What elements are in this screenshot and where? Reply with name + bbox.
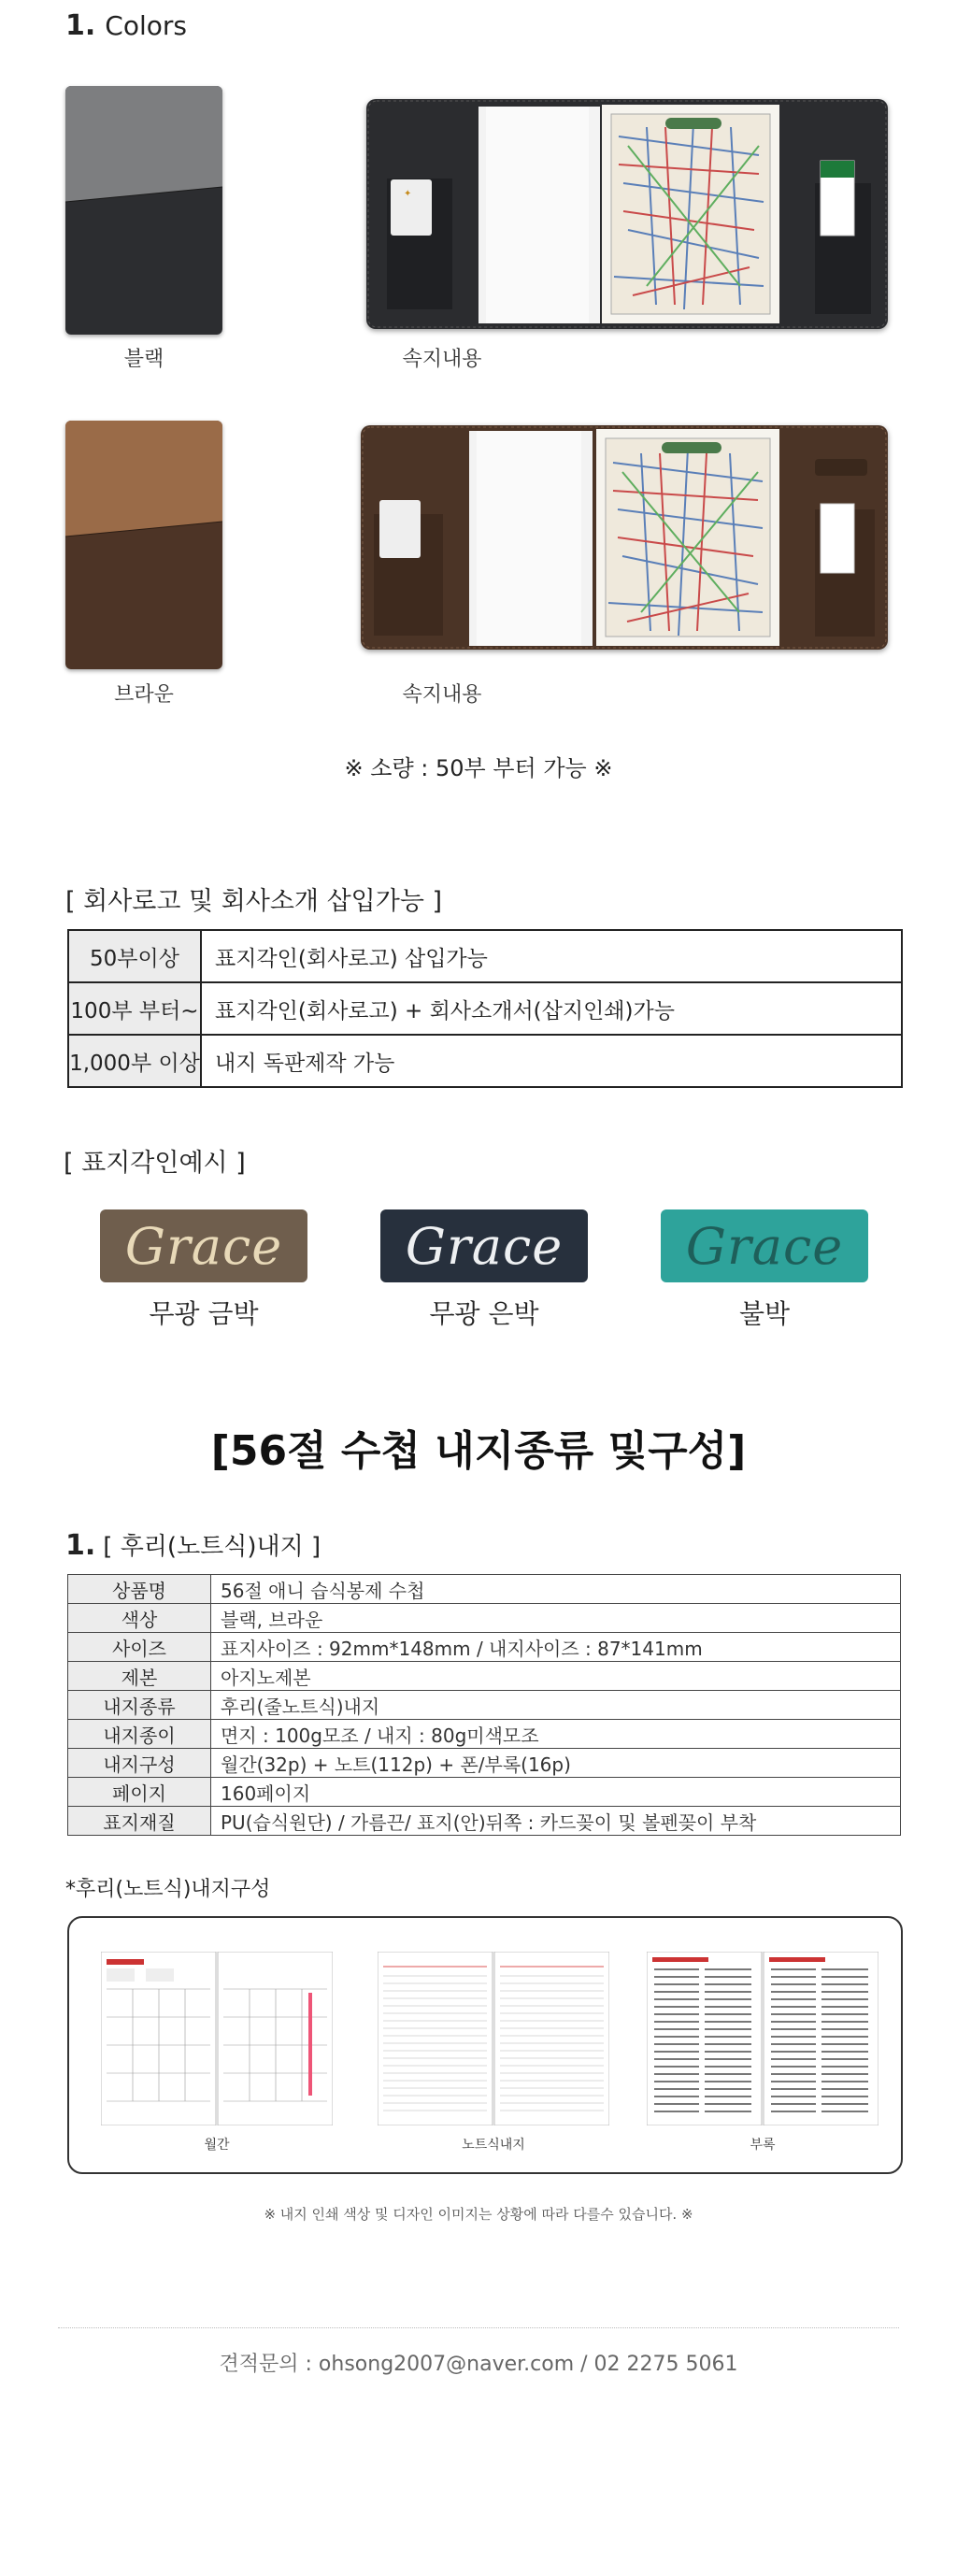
- spec-number: 1.: [65, 1529, 96, 1562]
- blind-emboss-word: Grace: [685, 1216, 844, 1276]
- logo-row-key: 50부이상: [68, 930, 201, 982]
- spec-value: 아지노제본: [211, 1662, 901, 1691]
- black-inner-label: 속지내용: [402, 348, 482, 371]
- monthly-label: 월간: [204, 2138, 230, 2153]
- table-row: [68, 1720, 901, 1749]
- spec-key: 내지구성: [68, 1749, 211, 1778]
- spec-value: 면지 : 100g모조 / 내지 : 80g미색모조: [211, 1720, 901, 1749]
- spec-key: 표지재질: [68, 1807, 211, 1836]
- colors-title: Colors: [105, 10, 187, 41]
- gold-foil-word: Grace: [124, 1216, 283, 1276]
- spec-title: [ 후리(노트식)내지 ]: [103, 1533, 321, 1561]
- spec-key: 상품명: [68, 1575, 211, 1604]
- spec-value: 후리(줄노트식)내지: [211, 1691, 901, 1720]
- table-row: [68, 1662, 901, 1691]
- note-pages-image: [378, 1952, 609, 2125]
- table-row: [68, 1035, 902, 1087]
- gold-foil-label: 무광 금박: [149, 1298, 259, 1329]
- spec-key: 사이즈: [68, 1633, 211, 1662]
- logo-row-key: 100부 부터~: [68, 982, 201, 1035]
- composition-panel: [67, 1916, 903, 2174]
- spec-key: 제본: [68, 1662, 211, 1691]
- spec-key: 내지종이: [68, 1720, 211, 1749]
- brown-label: 브라운: [114, 683, 174, 707]
- blind-emboss-sample: [661, 1209, 868, 1282]
- table-row: [68, 930, 902, 982]
- table-row: [68, 1575, 901, 1604]
- spec-value: 56절 애니 습식봉제 수첩: [211, 1575, 901, 1604]
- table-row: [68, 1691, 901, 1720]
- gold-foil-sample: [100, 1209, 307, 1282]
- brown-open-cover-image: [361, 425, 888, 650]
- logo-row-key: 1,000부 이상: [68, 1035, 201, 1087]
- contact-info: 견적문의 : ohsong2007@naver.com / 02 2275 5061: [219, 2353, 738, 2376]
- main-title: [56절 수첩 내지종류 및구성]: [210, 1427, 747, 1475]
- brown-cover-image: [65, 421, 222, 669]
- colors-heading: [65, 9, 187, 42]
- colors-number: 1.: [65, 9, 96, 42]
- footnote: ※ 내지 인쇄 색상 및 디자인 이미지는 상황에 따라 다를수 있습니다. ※: [264, 2206, 693, 2223]
- silver-foil-sample: [380, 1209, 588, 1282]
- silver-foil-word: Grace: [405, 1216, 564, 1276]
- appendix-pages-image: [647, 1952, 878, 2125]
- logo-row-value: 표지각인(회사로고) 삽입가능: [201, 930, 902, 982]
- logo-section-title: [ 회사로고 및 회사소개 삽입가능 ]: [65, 887, 443, 916]
- engraving-section-title: [ 표지각인예시 ]: [64, 1149, 246, 1178]
- spec-value: 160페이지: [211, 1778, 901, 1807]
- brown-inner-label: 속지내용: [402, 683, 482, 707]
- blind-emboss-label: 불박: [738, 1298, 791, 1329]
- table-row: [68, 1604, 901, 1633]
- svg-text:✦: ✦: [404, 189, 412, 199]
- table-row: [68, 1633, 901, 1662]
- silver-foil-label: 무광 은박: [429, 1298, 539, 1329]
- monthly-pages-image: [101, 1952, 333, 2125]
- spec-key: 페이지: [68, 1778, 211, 1807]
- black-cover-image: [65, 86, 222, 335]
- spec-heading: [65, 1527, 321, 1562]
- spec-value: 표지사이즈 : 92mm*148mm / 내지사이즈 : 87*141mm: [211, 1633, 901, 1662]
- appendix-label: 부록: [750, 2138, 776, 2153]
- black-label: 블랙: [123, 348, 164, 371]
- composition-title: *후리(노트식)내지구성: [65, 1878, 271, 1901]
- spec-table: [67, 1574, 901, 1836]
- table-row: [68, 1749, 901, 1778]
- black-open-cover-image: [366, 99, 888, 329]
- table-row: [68, 982, 902, 1035]
- note-pages-label: 노트식내지: [462, 2138, 525, 2153]
- quantity-note: ※ 소량 : 50부 부터 가능 ※: [344, 755, 613, 781]
- spec-key: 내지종류: [68, 1691, 211, 1720]
- logo-options-table: [67, 929, 903, 1088]
- spec-value: 블랙, 브라운: [211, 1604, 901, 1633]
- logo-row-value: 내지 독판제작 가능: [201, 1035, 902, 1087]
- spec-value: 월간(32p) + 노트(112p) + 폰/부록(16p): [211, 1749, 901, 1778]
- logo-row-value: 표지각인(회사로고) + 회사소개서(삽지인쇄)가능: [201, 982, 902, 1035]
- table-row: [68, 1807, 901, 1836]
- table-row: [68, 1778, 901, 1807]
- spec-key: 색상: [68, 1604, 211, 1633]
- spec-value: PU(습식원단) / 가름끈/ 표지(안)뒤쪽 : 카드꽂이 및 볼펜꽂이 부착: [211, 1807, 901, 1836]
- footer-divider: [58, 2327, 899, 2328]
